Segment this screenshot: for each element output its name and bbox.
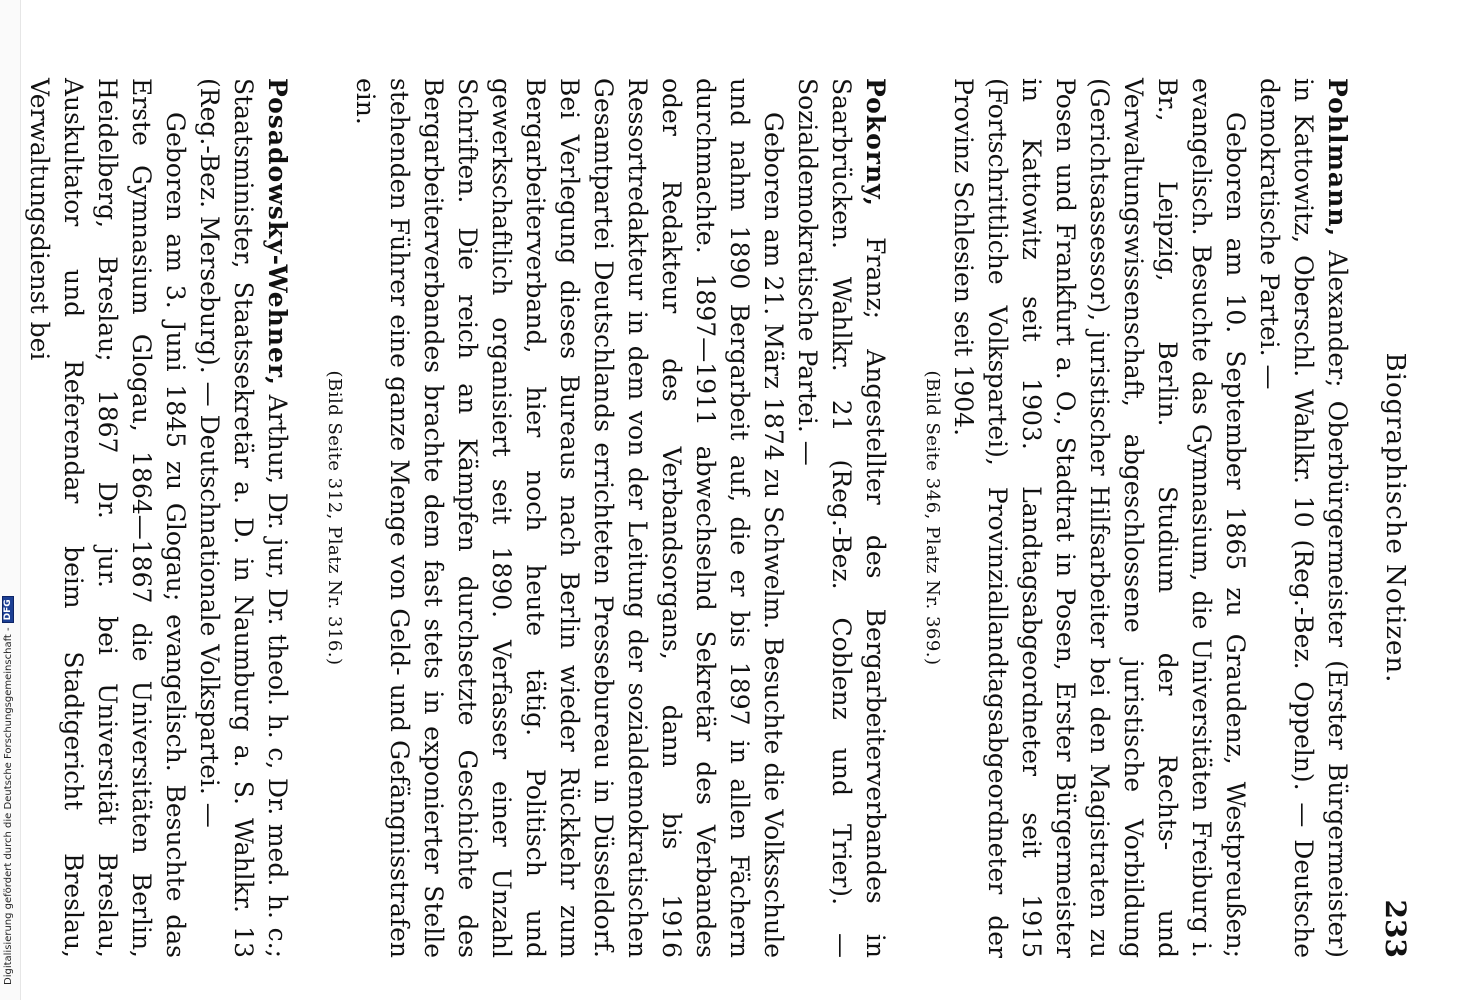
page-number: 233 <box>1379 899 1412 958</box>
entry-intro: Alexander; Oberbürgermeister (Erster Bürgermeister) in Kattowitz, Oberschl. Wahlkr. 10 (Reg.-Bez. Oppeln). — Deutsche demokratische Partei. — <box>1255 78 1352 959</box>
image-reference: (Bild Seite 312, Platz Nr. 316.) <box>324 370 345 666</box>
text-column <box>0 78 1424 958</box>
entry-heading <box>790 78 892 958</box>
digitization-note: Digitalisierung gefördert durch die Deutsche Forschungsgemeinschaft - <box>2 627 14 985</box>
dfg-logo: DFG <box>2 596 14 623</box>
document-page <box>25 0 1476 1000</box>
entry-biography: Geboren am 21. März 1874 zu Schwelm. Besuchte die Volksschule und nahm 1890 Bergarbeit auf, die er bis 1897 in allen Fächern durchmachte. 1897—1911 abwechselnd Sekretär des Verbandes oder Redakteur des Verbandsorgans, dann bis 1916 Ressortredakteur in dem von der Leitung der sozialdemokratischen Gesamtpartei Deutschlands errichteten Pressebureau in Düsseldorf. Bei Verlegung dieses Bureaus nach Berlin wieder Rückkehr zum Bergarbeiterverband, hier noch heute tätig. Politisch und gewerkschaftlich organisiert seit 1890. Verfasser einer Unzahl Schriften. Die reich an Kämpfen durchsetzte Geschichte des Bergarbeiterverbandes brachte dem fast stets in exponierter Stelle stehenden Führer eine ganze Menge von Geld- und Gefängnisstrafen ein. <box>351 78 788 958</box>
biography-entry <box>920 78 1354 958</box>
entry-name: Pohlmann, <box>1323 78 1352 238</box>
running-title: Biographische Notizen. <box>1380 352 1410 684</box>
entry-name: Posadowsky-Wehner, <box>263 78 292 386</box>
biography-entry <box>322 78 892 958</box>
entry-name: Pokorny, <box>861 78 890 207</box>
entry-heading <box>192 78 294 958</box>
biography-entry <box>22 78 294 958</box>
entry-biography: Geboren am 10. September 1865 zu Graudenz, Westpreußen; evangelisch. Besuchte das Gymnasium, die Universitäten Freiburg i. Br., Leipzig, Berlin. Studium der Rechts- und Verwaltungswissenschaft, abgeschlossene juristische Vorbildung (Gerichtsassessor), juristischer Hilfsarbeiter bei den Magistraten zu Posen und Frankfurt a. O., Stadtrat in Posen, Erster Bürgermeister in Kattowitz seit 1903. Landtagsabgeordneter seit 1915 (Fortschrittliche Volkspartei), Provinziallandtagsabgeordneter der Provinz Schlesien seit 1904. <box>949 78 1250 958</box>
entry-intro: Franz; Angestellter des Bergarbeiterverbandes in Saarbrücken. Wahlkr. 21 (Reg.-Bez. Coblenz und Trier). — Sozialdemokratische Partei. — <box>793 78 890 958</box>
entry-heading <box>1252 78 1354 958</box>
image-reference: (Bild Seite 346, Platz Nr. 369.) <box>922 370 943 666</box>
entry-intro: Arthur, Dr. jur, Dr. theol. h. c, Dr. med. h. c.; Staatsminister, Staatssekretär a. D. in Naumburg a. S. Wahlkr. 13 (Reg.-Bez. Merseburg). — Deutschnationale Volkspartei. — <box>195 78 292 959</box>
page-header <box>1354 78 1424 958</box>
entry-biography: Geboren am 3. Juni 1845 zu Glogau; evangelisch. Besuchte das Erste Gymnasium Glogau, 1864—1867 die Universitäten Berlin, Heidelberg, Breslau; 1867 Dr. jur. bei Universität Breslau, Auskultator und Referendar beim Stadtgericht Breslau, Verwaltungsdienst bei <box>25 78 190 958</box>
